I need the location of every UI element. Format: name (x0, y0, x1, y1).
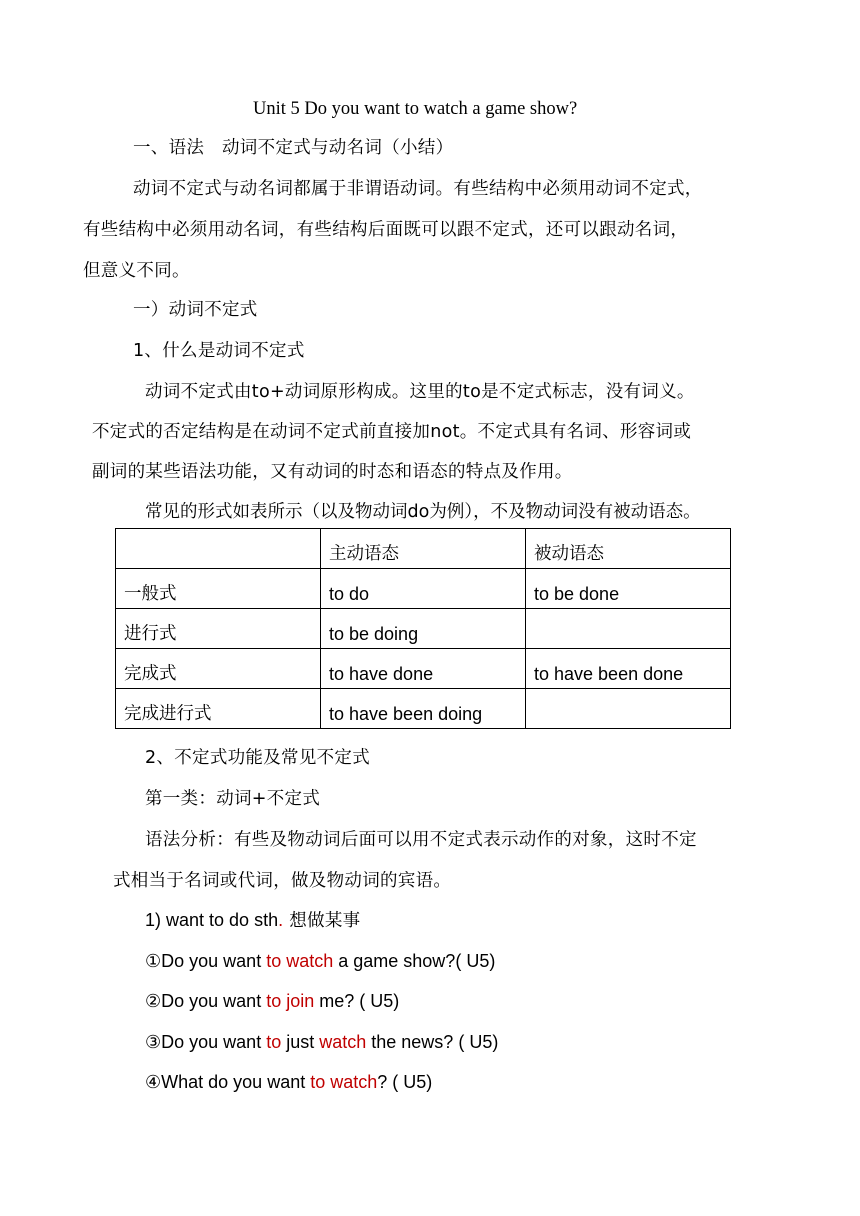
table-cell: to be doing (321, 609, 526, 649)
table-cell: to be done (526, 569, 731, 609)
table-header-cell (116, 529, 321, 569)
highlighted-infinitive: to join (266, 991, 315, 1011)
analysis-line-1: 语法分析：有些及物动词后面可以用不定式表示动作的对象，这时不定 (145, 830, 697, 850)
definition-line-2: 不定式的否定结构是在动词不定式前直接加not。不定式具有名词、形容词或 (92, 422, 692, 442)
table-row (116, 689, 731, 729)
table-cell: to have done (321, 649, 526, 689)
example-number: ① (145, 951, 162, 972)
table-cell: 进行式 (116, 609, 321, 649)
phrase-dot: . (278, 910, 284, 930)
example-1 (145, 949, 495, 974)
table-cell: 一般式 (116, 569, 321, 609)
highlighted-infinitive: to watch (310, 1072, 378, 1092)
example-text: What do you want (161, 1072, 311, 1092)
table-header-cell: 主动语态 (321, 529, 526, 569)
table-row (116, 649, 731, 689)
example-text: just (281, 1032, 320, 1052)
table-cell (526, 609, 731, 649)
phrase-english: 1) want to do sth (145, 910, 279, 930)
table-row (116, 569, 731, 609)
table-header-cell: 被动语态 (526, 529, 731, 569)
section-heading: 一、语法 动词不定式与动名词（小结） (133, 138, 454, 158)
category-1-heading: 第一类：动词+不定式 (145, 789, 321, 809)
table-cell (526, 689, 731, 729)
infinitive-forms-table (115, 528, 731, 729)
table-cell: 完成式 (116, 649, 321, 689)
table-cell: to have been done (526, 649, 731, 689)
analysis-line-2: 式相当于名词或代词，做及物动词的宾语。 (113, 871, 452, 891)
point-1-heading: 1、什么是动词不定式 (133, 341, 305, 361)
table-row (116, 609, 731, 649)
document-title: Unit 5 Do you want to watch a game show? (253, 99, 578, 119)
example-number: ④ (145, 1072, 162, 1093)
intro-line-3: 但意义不同。 (83, 261, 190, 281)
example-number: ③ (145, 1032, 162, 1053)
example-number: ② (145, 991, 162, 1012)
example-text: Do you want (161, 951, 267, 971)
table-cell: to have been doing (321, 689, 526, 729)
example-text: Do you want (161, 1032, 267, 1052)
phrase-chinese: 想做某事 (289, 911, 361, 931)
table-cell: 完成进行式 (116, 689, 321, 729)
example-text: the news? ( U5) (366, 1032, 499, 1052)
example-text: Do you want (161, 991, 267, 1011)
example-3 (145, 1030, 498, 1055)
highlighted-to: to (266, 1032, 282, 1052)
example-text: ? ( U5) (377, 1072, 433, 1092)
example-4 (145, 1070, 432, 1095)
sub-heading-infinitive: 一）动词不定式 (133, 300, 258, 320)
intro-line-1: 动词不定式与动名词都属于非谓语动词。有些结构中必须用动词不定式， (133, 179, 703, 199)
phrase-want-to-do (145, 908, 360, 933)
table-intro: 常见的形式如表所示（以及物动词do为例），不及物动词没有被动语态。 (145, 502, 701, 522)
highlighted-verb: watch (319, 1032, 367, 1052)
table-cell: to do (321, 569, 526, 609)
table-row (116, 529, 731, 569)
point-2-heading: 2、不定式功能及常见不定式 (145, 748, 371, 768)
example-text: a game show?( U5) (333, 951, 496, 971)
intro-line-2: 有些结构中必须用动名词，有些结构后面既可以跟不定式，还可以跟动名词， (83, 220, 689, 240)
example-text: me? ( U5) (314, 991, 400, 1011)
definition-line-3: 副词的某些语法功能，又有动词的时态和语态的特点及作用。 (92, 462, 573, 482)
definition-line-1: 动词不定式由to+动词原形构成。这里的to是不定式标志，没有词义。 (145, 382, 695, 402)
example-2 (145, 989, 399, 1014)
highlighted-infinitive: to watch (266, 951, 334, 971)
